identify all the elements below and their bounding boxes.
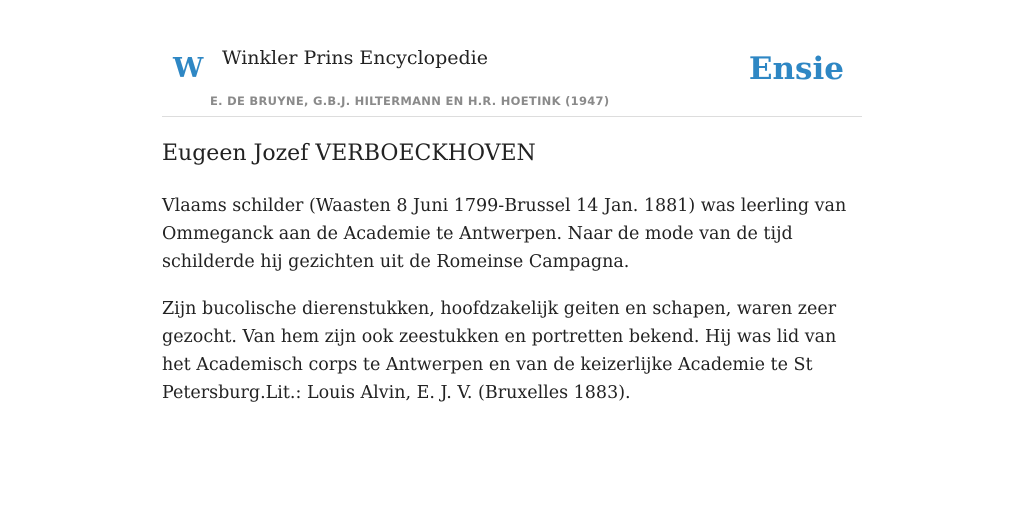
header (162, 0, 862, 117)
page (162, 0, 862, 403)
publication-authors: E. DE BRUYNE, G.B.J. HILTERMANN EN H.R. HOETINK (1947) (210, 94, 610, 108)
publication-title: Winkler Prins Encyclopedie (222, 47, 488, 69)
publication-logo-icon: W (173, 53, 204, 84)
article-title: Eugeen Jozef VERBOECKHOVEN (162, 141, 536, 166)
article-paragraph-2: Zijn bucolische dierenstukken, hoofdzakelijk geiten en schapen, waren zeer gezocht. Van hem zijn ook zeestukken en portretten bekend. Hij was lid van het Academisch corps te Antwerpen en van de keizerlijke Academie te St Petersburg.Lit.: Louis Alvin, E. J. V. (Bruxelles 1883). (162, 299, 837, 403)
ensie-brand-link[interactable]: Ensie (748, 51, 844, 87)
article-paragraph-1: Vlaams schilder (Waasten 8 Juni 1799-Brussel 14 Jan. 1881) was leerling van Ommeganck aan de Academie te Antwerpen. Naar de mode van de tijd schilderde hij gezichten uit de Romeinse Campagna. (162, 196, 847, 272)
